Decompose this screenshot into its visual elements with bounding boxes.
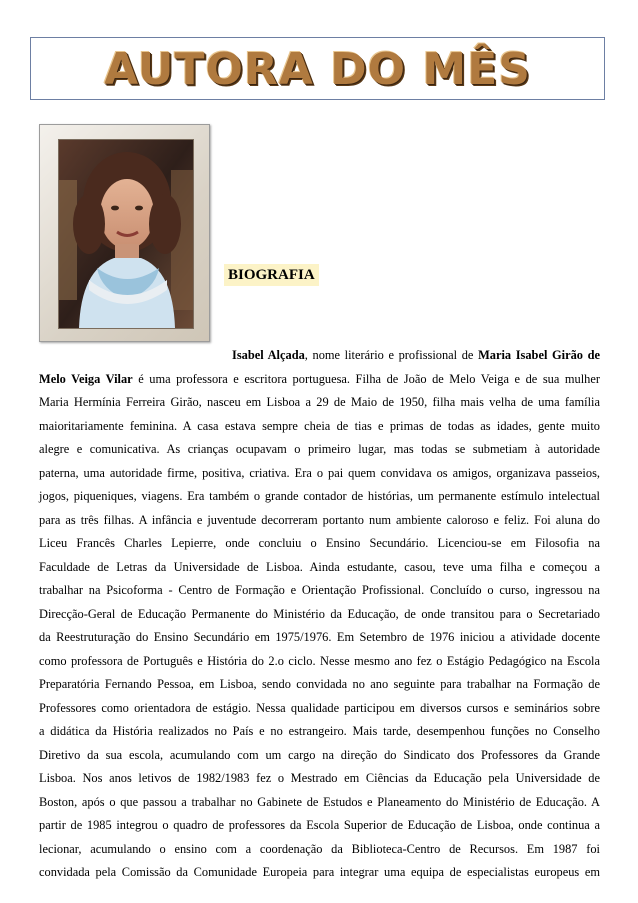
author-photo	[58, 139, 194, 329]
bio-line: convidada pela Comissão da Comunidade Europeia para integrar uma equipa de especialistas europeus em	[39, 865, 600, 879]
bio-line: Lisboa. Nos anos letivos de 1982/1983 fez o Mestrado em Ciências da Educação pela Universidade de	[39, 771, 600, 785]
bio-line: Diretivo da sua escola, acumulando com um cargo na direção do Sindicato dos Professores da Grande	[39, 747, 600, 762]
bio-line: Preparatória Fernando Pessoa, em Lisboa, sendo convidada no ano seguinte para trabalhar na Formação de	[39, 677, 600, 691]
bio-line: Liceu Francês Charles Lepierre, onde concluiu o Ensino Secundário. Licenciou-se em Filosofia na	[39, 536, 600, 550]
banner	[30, 37, 605, 100]
author-photo-frame	[39, 124, 210, 342]
full-name: Maria Isabel Girão de	[478, 348, 600, 362]
author-portrait-image	[59, 140, 193, 328]
bio-line: Melo Veiga Vilar é uma professora e escritora portuguesa. Filha de João de Melo Veiga e de sua mulher	[39, 371, 600, 386]
bio-line: como professora de Português e História do 2.o ciclo. Nesse mesmo ano fez o Estágio Pedagógico na Escola	[39, 653, 600, 668]
bio-line: para as três filhas. A infância e juventude decorreram portanto num ambiente caloroso e feliz. Foi aluna do	[39, 512, 600, 527]
bio-line: Maria Hermínia Ferreira Girão, nasceu em Lisboa a 29 de Maio de 1950, filha mais velha de uma família	[39, 395, 600, 409]
bio-line: Professores como orientadora de estágio. Nessa qualidade participou em diversos cursos e seminários sobre	[39, 700, 600, 715]
bio-line: trabalhar na Psicoforma - Centro de Formação e Orientação Profissional. Concluído o curso, ingressou na	[39, 583, 600, 597]
section-title: BIOGRAFIA	[224, 264, 319, 286]
bio-line: da Reestruturação do Ensino Secundário em 1975/1976. Em Setembro de 1976 iniciou a atividade docente	[39, 630, 600, 644]
bio-line: Isabel Alçada, nome literário e profissional de Maria Isabel Girão de	[232, 348, 600, 362]
bio-line: alegre e comunicativa. As crianças ocupavam o primeiro lugar, mas todas se submetiam à autoridade	[39, 442, 600, 456]
bio-line: maioritariamente feminina. A casa estava sempre cheia de tias e primas de todas as idades, gente muito	[39, 418, 600, 433]
bio-line: jogos, piqueniques, viagens. Era também o grande contador de histórias, um permanente estímulo intelectual	[39, 489, 600, 503]
banner-title: AUTORA DO MÊS	[104, 44, 531, 95]
full-name-cont: Melo Veiga Vilar	[39, 371, 133, 386]
bio-line: Boston, após o que passou a trabalhar no Gabinete de Estudos e Planeamento do Ministério de Educação. A	[39, 794, 600, 809]
bio-line: lecionar, acumulando o ensino com a coordenação da Biblioteca-Centro de Recursos. Em 1987 foi	[39, 841, 600, 856]
bio-line: paterna, uma autoridade firme, positiva, criativa. Era o pai quem convidava os amigos, organizava passeios,	[39, 465, 600, 480]
bio-line: partir de 1985 integrou o quadro de professores da Escola Superior de Educação de Lisboa, onde continua a	[39, 818, 600, 832]
bio-line: Direcção-Geral de Educação Permanente do Ministério da Educação, de onde transitou para o Secretariado	[39, 606, 600, 621]
pen-name: Isabel Alçada	[232, 348, 305, 362]
biography-text	[39, 344, 600, 885]
bio-line: Faculdade de Letras da Universidade de Lisboa. Ainda estudante, casou, teve uma filha e começou a	[39, 559, 600, 574]
bio-line: a didática da História realizados no País e no estrangeiro. Mais tarde, desempenhou funções no Conselho	[39, 724, 600, 738]
